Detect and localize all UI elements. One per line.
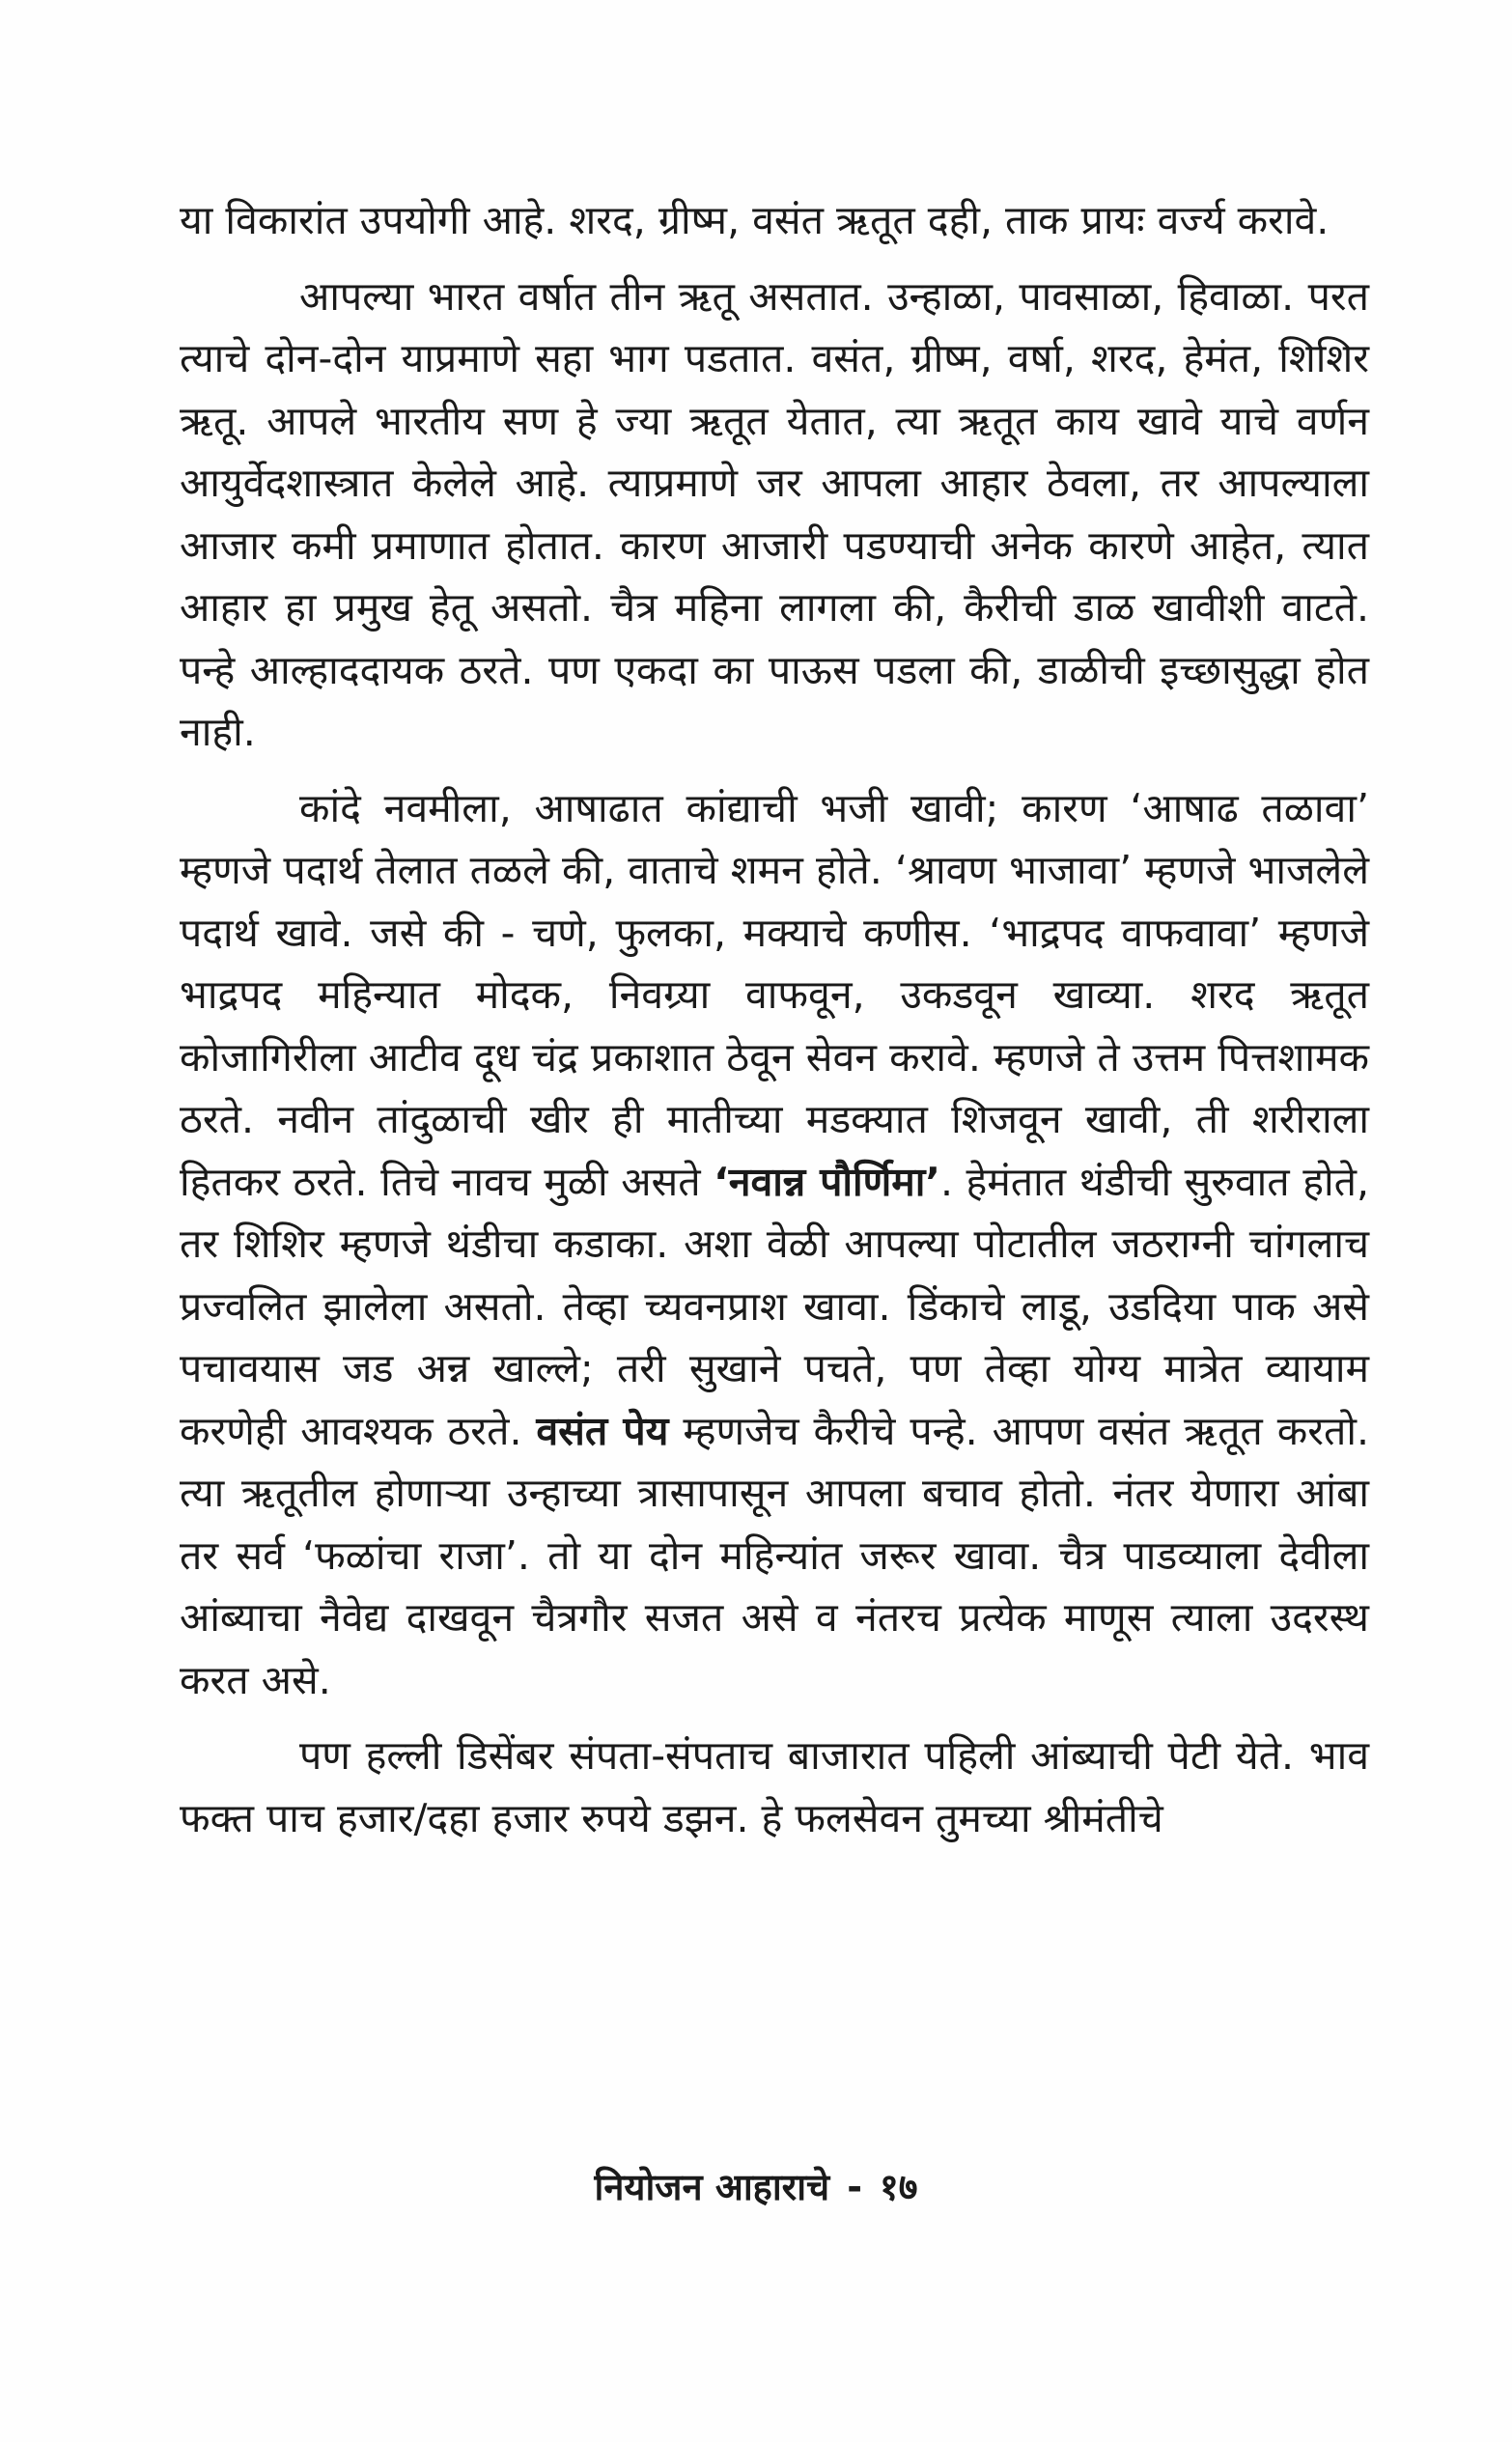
paragraph (180, 1725, 1369, 1849)
page-footer (0, 2161, 1512, 2211)
paragraph (180, 777, 1369, 1712)
paragraph (180, 266, 1369, 764)
page-number: १७ (879, 2166, 918, 2208)
body-text (180, 189, 1369, 1863)
paragraph (180, 189, 1369, 252)
footer-book-title: नियोजन आहाराचे (594, 2166, 830, 2208)
footer-separator: - (847, 2166, 862, 2208)
bold-phrase: वसंत पेय (536, 1407, 669, 1454)
text-segment: म्हणजेच कैरीचे पन्हे. आपण वसंत ऋतूत करतो. त्या ऋतूतील होणाऱ्या उन्हाच्या त्रासापासून आपला बचाव होतो. नंतर येणारा आंबा तर सर्व ‘फळांचा राजा’. तो या दोन महिन्यांत जरूर खावा. चैत्र पाडव्याला देवीला आंब्याचा नैवेद्य दाखवून चैत्रगौर सजत असे व नंतरच प्रत्येक माणूस त्याला उदरस्थ करत असे. (180, 1407, 1369, 1703)
text-segment: पण हल्ली डिसेंबर संपता-संपताच बाजारात पहिली आंब्याची पेटी येते. भाव फक्त पाच हजार/दहा हजार रुपये डझन. हे फलसेवन तुमच्या श्रीमंतीचे (180, 1732, 1369, 1841)
text-segment: . हेमंतात थंडीची सुरुवात होते, तर शिशिर म्हणजे थंडीचा कडाका. अशा वेळी आपल्या पोटातील जठराग्नी चांगलाच प्रज्वलित झालेला असतो. तेव्हा च्यवनप्राश खावा. डिंकाचे लाडू, उडदिया पाक असे पचावयास जड अन्न खाल्ले; तरी सुखाने पचते, पण तेव्हा योग्य मात्रेत व्यायाम करणेही आवश्यक ठरते. (180, 1158, 1369, 1454)
text-segment: या विकारांत उपयोगी आहे. शरद, ग्रीष्म, वसंत ऋतूत दही, ताक प्रायः वर्ज्य करावे. (180, 197, 1330, 243)
text-segment: कांदे नवमीला, आषाढात कांद्याची भजी खावी; कारण ‘आषाढ तळावा’ म्हणजे पदार्थ तेलात तळले की, वाताचे शमन होते. ‘श्रावण भाजावा’ म्हणजे भाजलेले पदार्थ खावे. जसे की - चणे, फुलका, मक्याचे कणीस. ‘भाद्रपद वाफवावा’ म्हणजे भाद्रपद महिन्यात मोदक, निवग्र्या वाफवून, उकडवून खाव्या. शरद ऋतूत कोजागिरीला आटीव दूध चंद्र प्रकाशात ठेवून सेवन करावे. म्हणजे ते उत्तम पित्तशामक ठरते. नवीन तांदुळाची खीर ही मातीच्या मडक्यात शिजवून खावी, ती शरीराला हितकर ठरते. तिचे नावच मुळी असते (180, 784, 1369, 1205)
text-segment: आपल्या भारत वर्षात तीन ऋतू असतात. उन्हाळा, पावसाळा, हिवाळा. परत त्याचे दोन-दोन याप्रमाणे सहा भाग पडतात. वसंत, ग्रीष्म, वर्षा, शरद, हेमंत, शिशिर ऋतू. आपले भारतीय सण हे ज्या ऋतूत येतात, त्या ऋतूत काय खावे याचे वर्णन आयुर्वेदशास्त्रात केलेले आहे. त्याप्रमाणे जर आपला आहार ठेवला, तर आपल्याला आजार कमी प्रमाणात होतात. कारण आजारी पडण्याची अनेक कारणे आहेत, त्यात आहार हा प्रमुख हेतू असतो. चैत्र महिना लागला की, कैरीची डाळ खावीशी वाटते. पन्हे आल्हाददायक ठरते. पण एकदा का पाऊस पडला की, डाळीची इच्छासुद्धा होत नाही. (180, 272, 1369, 755)
bold-phrase: ‘नवान्न पौर्णिमा’ (714, 1158, 940, 1205)
